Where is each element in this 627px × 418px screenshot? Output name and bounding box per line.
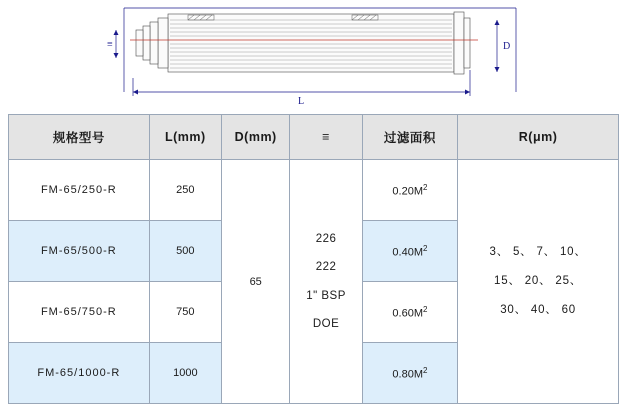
cell-model: FM-65/1000-R xyxy=(9,343,150,404)
area-exponent: 2 xyxy=(423,182,428,192)
endcap-option: DOE xyxy=(312,317,340,330)
cell-length: 250 xyxy=(149,160,221,221)
cell-diameter: 65 xyxy=(222,160,290,404)
area-value: 0.60M xyxy=(392,307,423,320)
area-exponent: 2 xyxy=(423,304,428,314)
technical-drawing xyxy=(0,0,627,108)
cell-model: FM-65/250-R xyxy=(9,160,150,221)
cell-length: 750 xyxy=(149,282,221,343)
cell-model: FM-65/750-R xyxy=(9,282,150,343)
header-diameter: D(mm) xyxy=(222,115,290,160)
endcap-option: 1" BSP xyxy=(306,289,346,302)
filter-body xyxy=(136,12,470,74)
header-rating: R(μm) xyxy=(458,115,619,160)
area-value: 0.20M xyxy=(392,185,423,198)
header-length: L(mm) xyxy=(149,115,221,160)
spec-table-container xyxy=(8,114,619,404)
cell-length: 500 xyxy=(149,221,221,282)
rating-line: 15、 20、 25、 xyxy=(494,275,583,288)
cell-model: FM-65/500-R xyxy=(9,221,150,282)
header-endcap: ≡ xyxy=(290,115,362,160)
cell-filter-area xyxy=(362,282,457,343)
area-exponent: 2 xyxy=(423,365,428,375)
header-model: 规格型号 xyxy=(9,115,150,160)
endcap-option: 226 xyxy=(315,233,337,246)
dim-label-d: D xyxy=(503,41,511,52)
area-value: 0.40M xyxy=(392,246,423,259)
endcap-option: 222 xyxy=(315,261,337,274)
cell-length: 1000 xyxy=(149,343,221,404)
drawing-svg xyxy=(0,0,627,108)
cell-rating xyxy=(458,160,619,404)
table-row xyxy=(9,160,619,221)
spec-table xyxy=(8,114,619,404)
dim-label-left: ≡ xyxy=(107,39,113,50)
area-exponent: 2 xyxy=(423,243,428,253)
cell-filter-area xyxy=(362,160,457,221)
cell-endcap xyxy=(290,160,362,404)
area-value: 0.80M xyxy=(392,368,423,381)
header-filter-area: 过滤面积 xyxy=(362,115,457,160)
dim-label-l: L xyxy=(298,96,305,107)
rating-line: 3、 5、 7、 10、 xyxy=(489,246,587,259)
cell-filter-area xyxy=(362,221,457,282)
cell-filter-area xyxy=(362,343,457,404)
table-header-row xyxy=(9,115,619,160)
rating-line: 30、 40、 60 xyxy=(500,303,576,316)
